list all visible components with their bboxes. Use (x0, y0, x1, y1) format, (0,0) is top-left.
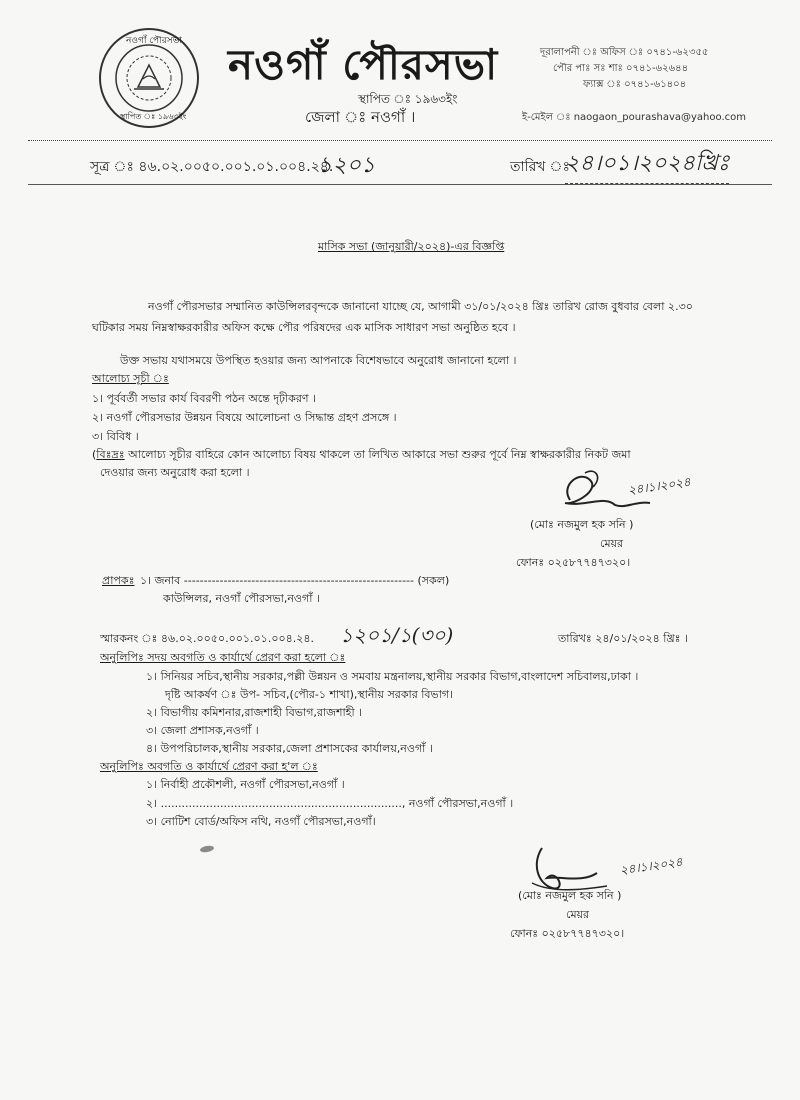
memo-date: তারিখঃ ২৪/০১/২০২৪ খ্রিঃ । (558, 632, 688, 645)
recipient-line-1: ১। জনাব ---------------------------------------------------------- (সকল) (140, 574, 450, 587)
notice-paragraph-line-2: ঘটিকার সময় নিম্নস্বাক্ষরকারীর অফিস কক্ষে পৌর পরিষদের এক মাসিক সাধারণ সভা অনুষ্ঠিত হবে । (92, 321, 516, 334)
seal-text-top: নওগাঁ পৌরসভা (126, 36, 182, 46)
signatory-phone: ফোনঃ ০২৫৮৭৭৪৭৩২০। (510, 927, 625, 940)
signatory-phone: ফোনঃ ০২৫৮৭৭৪৭৩২০। (516, 556, 631, 569)
signatory-name: (মোঃ নজমুল হক সনি ) (530, 518, 634, 531)
note-label: বিঃদ্রঃ (96, 448, 125, 461)
request-paragraph: উক্ত সভায় যথাসময়ে উপস্থিত হওয়ার জন্য আপনাকে বিশেষভাবে অনুরোধ জানানো হলো । (120, 354, 517, 367)
note-line-2: দেওয়ার জন্য অনুরোধ করা হলো । (100, 466, 250, 479)
copy-item: ২। বিভাগীয় কমিশনার,রাজশাহী বিভাগ,রাজশাহী । (146, 706, 363, 719)
handwritten-date: ২৪।০১।২০২৪খ্রিঃ (565, 146, 729, 184)
established-text: স্থাপিত ঃ ১৯৬৩ইং (358, 92, 458, 106)
district-text: জেলা ঃ নওগাঁ । (305, 108, 416, 126)
header-divider-bottom (28, 184, 772, 185)
notice-subject: মাসিক সভা (জানুয়ারী/২০২৪)-এর বিজ্ঞপ্তি (318, 240, 505, 253)
copy-title-2: অনুলিপিঃ অবগতি ও কার্যার্থে প্রেরণ করা হ'ল ঃ (100, 760, 318, 773)
header-divider-top (28, 140, 772, 141)
agenda-item: ২। নওগাঁ পৌরসভার উন্নয়ন বিষয়ে আলোচনা ও সিদ্ধান্ত গ্রহণ প্রসঙ্গে । (92, 411, 397, 424)
municipality-title: নওগাঁ পৌরসভা (228, 40, 499, 89)
note-text: আলোচ্য সূচীর বাহিরে কোন আলোচ্য বিষয় থাকলে তা লিখিত আকারে সভা শুরুর পূর্বে নিম্ন স্বাক্ষরকারীর নিকট জমা (124, 448, 631, 461)
punch-hole-mark (200, 845, 215, 853)
agenda-item: ৩। বিবিধ । (92, 430, 139, 443)
copy-item: ১। নির্বাহী প্রকৌশলী, নওগাঁ পৌরসভা,নওগাঁ । (146, 778, 345, 791)
recipient-label: প্রাপকঃ (102, 574, 135, 587)
municipality-seal (98, 27, 200, 129)
agenda-item: ১। পূর্ববর্তী সভার কার্য বিবরণী পঠন অন্তে দৃঢ়ীকরণ । (92, 392, 317, 405)
notice-paragraph-line-1: নওগাঁ পৌরসভার সম্মানিত কাউন্সিলরবৃন্দকে জানানো যাচ্ছে যে, আগামী ৩১/০১/২০২৪ খ্রিঃ তারিখ রোজ বুধবার বেলা ২.৩০ (148, 300, 693, 313)
signature-2-date: ২৪।১।২০২৪ (619, 854, 684, 878)
copy-item: ২। ....................................................................., নওগাঁ পৌরসভা,নওগাঁ । (146, 797, 514, 810)
memo-number-label: স্মারকনং ঃ ৪৬.০২.০০৫০.০০১.০১.০০৪.২৪. (100, 632, 315, 645)
signatory-title: মেয়র (566, 908, 590, 921)
phone-pa: পৌর পাঃ সঃ শাঃ ০৭৪১-৬২৬৪৪ (553, 63, 689, 74)
date-label: তারিখ ঃ (510, 159, 570, 175)
signatory-title: মেয়র (600, 537, 624, 550)
seal-text-bottom: স্থাপিত ঃ ১৯৬৩ইং (120, 112, 187, 121)
copy-item: ১। সিনিয়র সচিব,স্থানীয় সরকার,পল্লী উন্নয়ন ও সমবায় মন্ত্রনালয়,স্থানীয় সরকার বিভাগ,বাংলাদেশ সচিবালয়,ঢাকা । (146, 670, 639, 683)
handwritten-reference-number: ১২০১ (318, 153, 376, 178)
reference-label: সূত্র ঃ ৪৬.০২.০০৫০.০০১.০১.০০৪.২৪. (90, 159, 334, 175)
phone-office: দূরালাপনী ঃ অফিস ঃ ০৭৪১-৬২৩৫৫ (540, 47, 709, 58)
copy-item: ৪। উপপরিচালক,স্থানীয় সরকার,জেলা প্রশাসকের কার্যালয়,নওগাঁ । (146, 742, 433, 755)
fax-number: ফ্যাক্স ঃ ০৭৪১-৬১৪০৪ (583, 79, 687, 90)
signatory-name: (মোঃ নজমুল হক সনি ) (518, 889, 622, 902)
signature-1-date: ২৪।১।২০২৪ (627, 474, 692, 498)
agenda-title: আলোচ্য সূচী ঃ (92, 372, 169, 385)
copy-title-1: অনুলিপিঃ সদয় অবগতি ও কার্যার্থে প্রেরণ করা হলো ঃ (100, 651, 346, 664)
recipient-line-2: কাউন্সিলর, নওগাঁ পৌরসভা,নওগাঁ । (163, 592, 320, 605)
copy-item-attention: দৃষ্টি আকর্ষণ ঃ উপ- সচিব,(পৌর-১ শাখা),স্থানীয় সরকার বিভাগ। (165, 688, 454, 701)
copy-item: ৩। নোটিশ বোর্ড/অফিস নথি, নওগাঁ পৌরসভা,নওগাঁ। (146, 815, 376, 828)
note-line-1: (বিঃদ্রঃ আলোচ্য সূচীর বাহিরে কোন আলোচ্য বিষয় থাকলে তা লিখিত আকারে সভা শুরুর পূর্বে নিম্ন স্বাক্ষরকারীর নিকট জমা (92, 448, 631, 461)
copy-item: ৩। জেলা প্রশাসক,নওগাঁ । (146, 724, 259, 737)
email-address: ই-মেইল ঃ naogaon_pourashava@yahoo.com (522, 112, 746, 123)
handwritten-memo-number: ১২০১/১(৩০) (340, 623, 454, 647)
